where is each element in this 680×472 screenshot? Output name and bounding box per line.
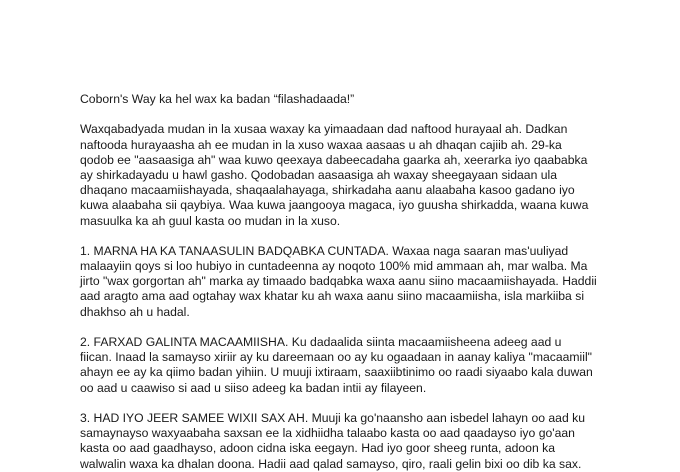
text-line: walwalin waxa ka dhalan doona. Hadii aad qalad samayso, qiro, raali gelin bixi oo dib ka sax. <box>80 456 582 471</box>
paragraph-gap <box>80 320 680 335</box>
text-line: dhakhso ah u hadal. <box>80 304 190 319</box>
item-paragraph-2 <box>80 335 680 396</box>
text-line: jirto "wax gorgortan ah" marka ay timaado badqabka waxa aanu siino macaamiishayada. Haddii <box>80 274 597 289</box>
text-line: 2. FARXAD GALINTA MACAAMIISHA. Ku dadaalida siinta macaamiisheena adeeg aad u <box>80 335 562 349</box>
text-line: 1. MARNA HA KA TANAASULIN BADQABKA CUNTADA. Waxaa naga saaran mas'uuliyad <box>80 243 569 258</box>
text-line: kuwa alaabaha sii qaybiya. Waa kuwa jaangooya magaca, iyo guusha shirkadda, waana kuwa <box>80 198 589 213</box>
text-line: malaayiin qoys si loo hubiyo in cuntadeenna ay noqoto 100% mid ammaan ah, mar walba. Ma <box>80 259 588 274</box>
text-line: qodob ee "aasaasiga ah" waa kuwo qeexaya dabeecadaha gaarka ah, xeerarka iyo qaababka <box>80 152 588 167</box>
text-line: ahayn ee ay ka qiimo badan yihiin. U muuji ixtiraam, saaxiibtinimo oo raadi siyaabo kala duwan <box>80 365 593 380</box>
text-line: naftooda hurayaasha ah ee mudan in la xuso waxaa aasaas u ah dhaqan cajiib ah. 29-ka <box>80 137 562 152</box>
text-line: 3. HAD IYO JEER SAMEE WIXII SAX AH. Muuji ka go'naansho aan isbedel lahayn oo aad ku <box>80 410 585 425</box>
text-line: masuulka ka ah guul kasta oo mudan in la xuso. <box>80 213 341 228</box>
item-paragraph-3 <box>80 411 680 472</box>
text-line: dhaqano macaamiishayada, shaqaalahayaga, shirkadaha aanu alaabaha kasoo gadano iyo <box>80 183 575 198</box>
paragraph-gap <box>80 107 680 122</box>
document-title: Coborn's Way ka hel wax ka badan “filashadaada!” <box>80 92 355 106</box>
text-line: fiican. Inaad la samayso xiriir ay ku dareemaan oo ay ku ogaadaan in aanay kaliya "macaamiil" <box>80 350 592 365</box>
document-body <box>80 92 680 472</box>
text-line: Waxqabadyada mudan in la xusaa waxay ka yimaadaan dad naftood hurayaal ah. Dadkan <box>80 122 568 137</box>
text-line: kasta oo aad gaadhayso, adoon cidna iska eegayn. Had iyo goor sheeg runta, adoon ka <box>80 441 555 456</box>
text-line: samaynayso waxyaabaha saxsan ee la xidhiidha talaabo kasta oo aad qaadayso iyo go'aan <box>80 426 575 441</box>
text-line: oo aad u caawiso si aad u siiso adeeg ka badan intii ay filayeen. <box>80 380 427 395</box>
intro-paragraph <box>80 122 680 228</box>
text-line: ay shirkadayadu u hawl gasho. Qodobadan aasaasiga ah waxay sheegayaan sidaan ula <box>80 167 558 182</box>
text-line: aad aragto ama aad ogtahay wax khatar ku ah waxa aanu siino macaamiisha, isla markiiba si <box>80 289 585 304</box>
item-paragraph-1 <box>80 244 680 320</box>
paragraph-gap <box>80 396 680 411</box>
paragraph-gap <box>80 229 680 244</box>
